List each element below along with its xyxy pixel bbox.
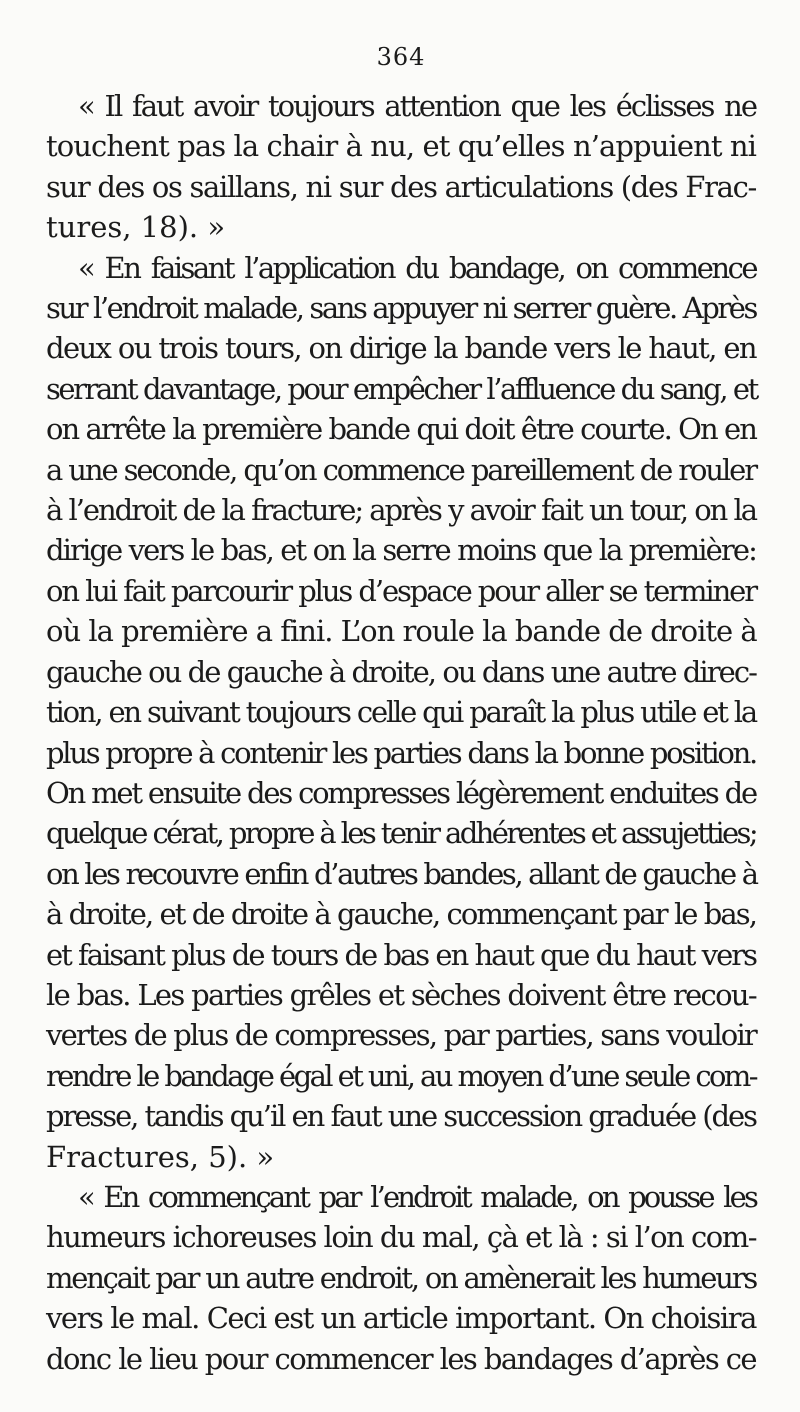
text-line: sur l’endroit malade, sans appuyer ni serrer guère. Après: [46, 291, 756, 326]
text-line: on les recouvre enfin d’autres bandes, allant de gauche à: [46, 856, 757, 891]
text-line: où la première a fini. L’on roule la bande de droite à: [46, 614, 757, 649]
text-line: donc le lieu pour commencer les bandages d’après ce: [46, 1341, 756, 1376]
text-line: et faisant plus de tours de bas en haut que du haut vers: [46, 937, 756, 972]
text-line: a une seconde, qu’on commence pareillement de rouler: [46, 452, 756, 487]
text-line: le bas. Les parties grêles et sèches doivent être recou-: [46, 977, 757, 1012]
text-line: presse, tandis qu’il en faut une succession graduée (des: [46, 1099, 756, 1134]
text-line: sur des os saillans, ni sur des articulations (des Frac-: [46, 169, 756, 204]
text-line: tures, 18). »: [46, 210, 226, 245]
text-line: gauche ou de gauche à droite, ou dans une autre direc-: [46, 654, 756, 689]
text-line: humeurs ichoreuses loin du mal, çà et là : si l’on com-: [46, 1220, 756, 1255]
text-line: dirige vers le bas, et on la serre moins que la première:: [46, 533, 756, 568]
text-line: « En commençant par l’endroit malade, on pousse les: [78, 1179, 756, 1214]
text-line: touchent pas la chair à nu, et qu’elles n’appuient ni: [46, 129, 756, 164]
text-body: [46, 86, 756, 1379]
text-line: quelque cérat, propre à les tenir adhérentes et assujetties;: [46, 816, 756, 851]
text-line: Fractures, 5). »: [46, 1139, 275, 1174]
text-line: serrant davantage, pour empêcher l’affluence du sang, et: [46, 371, 757, 406]
text-line: deux ou trois tours, on dirige la bande vers le haut, en: [46, 331, 756, 366]
page-number: 364: [376, 43, 426, 71]
paragraph: [46, 1177, 756, 1379]
paragraph: [46, 248, 756, 1177]
text-line: plus propre à contenir les parties dans la bonne position.: [46, 735, 756, 770]
text-line: à droite, et de droite à gauche, commençant par le bas,: [46, 897, 756, 932]
text-line: tion, en suivant toujours celle qui paraît la plus utile et la: [46, 695, 756, 730]
text-line: rendre le bandage égal et uni, au moyen d’une seule com-: [46, 1058, 756, 1093]
text-line: « Il faut avoir toujours attention que les éclisses ne: [78, 89, 756, 123]
text-line: vertes de plus de compresses, par parties, sans vouloir: [46, 1018, 756, 1053]
text-line: mençait par un autre endroit, on amènerait les humeurs: [46, 1260, 756, 1295]
text-line: on arrête la première bande qui doit être courte. On en: [46, 412, 756, 447]
text-line: On met ensuite des compresses légèrement enduites de: [46, 775, 756, 810]
text-line: à l’endroit de la fracture; après y avoir fait un tour, on la: [46, 493, 756, 528]
text-line: « En faisant l’application du bandage, on commence: [78, 250, 756, 285]
text-line: vers le mal. Ceci est un article important. On choisira: [46, 1301, 756, 1336]
text-line: on lui fait parcourir plus d’espace pour aller se terminer: [46, 573, 757, 608]
paragraph: [46, 86, 756, 248]
